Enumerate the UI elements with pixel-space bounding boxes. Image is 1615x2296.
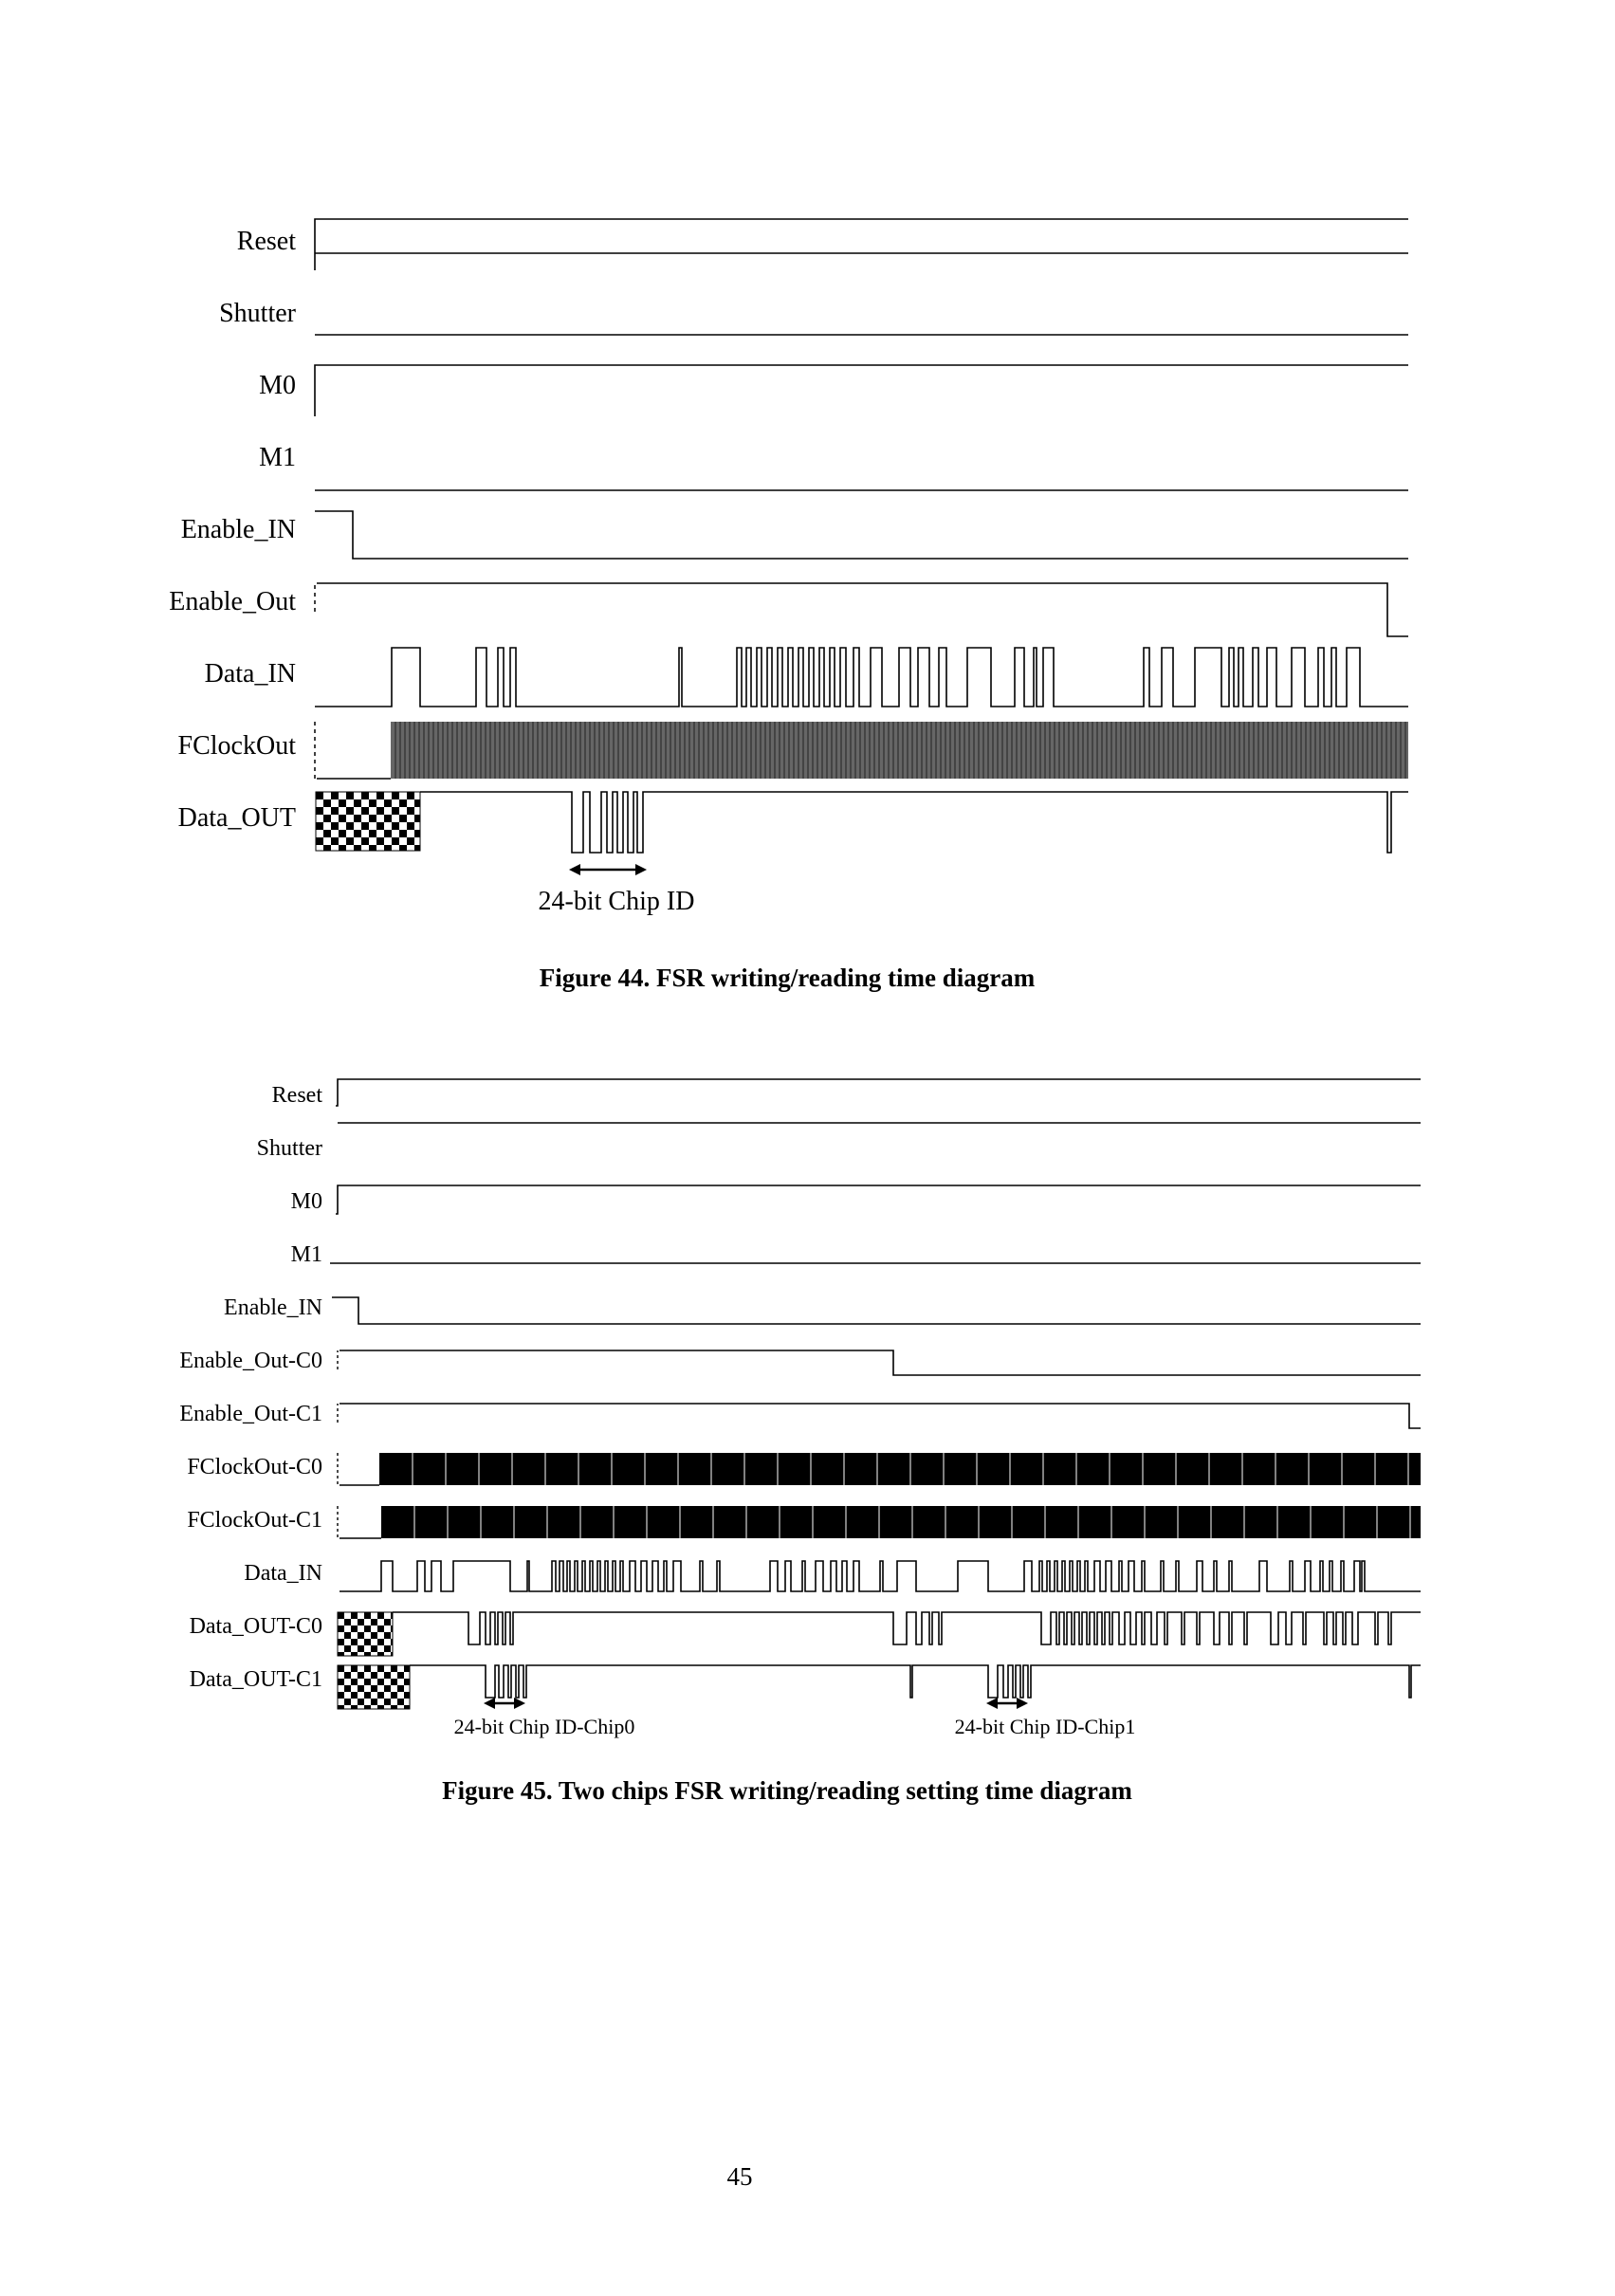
fig45-label-reset: Reset (271, 1083, 322, 1108)
fig44-label-reset: Reset (236, 227, 296, 256)
fig44-wave-data-out-undefined (316, 792, 420, 851)
fig45-wave-m0 (336, 1185, 1421, 1214)
fig44-label-fclockout: FClockOut (177, 731, 296, 761)
fig45-wave-data-out-c0 (393, 1612, 1421, 1644)
fig45-label-shutter: Shutter (256, 1136, 322, 1161)
figure-45-timing-diagram (0, 1034, 1615, 1773)
fig45-wave-data-in (340, 1561, 1421, 1591)
fig44-label-data_in: Data_IN (204, 659, 296, 689)
fig44-wave-fclockout (391, 722, 1408, 779)
fig45-label-data_in: Data_IN (244, 1561, 322, 1586)
fig44-chip-id-arrow-head-left (569, 864, 580, 875)
figure-44-caption: Figure 44. FSR writing/reading time diagram (539, 964, 1036, 992)
fig44-label-enable_in: Enable_IN (180, 515, 296, 544)
figure-45-caption: Figure 45. Two chips FSR writing/reading setting time diagram (442, 1776, 1132, 1805)
fig44-chip-id-annotation: 24-bit Chip ID (538, 887, 695, 916)
fig45-wave-data-out-c1 (410, 1665, 1421, 1698)
page-number: 45 (726, 2162, 753, 2191)
fig45-label-data_out-c0: Data_OUT-C0 (189, 1614, 322, 1639)
fig45-chip0-arrow-head-left (484, 1698, 495, 1709)
fig45-wave-data-out-c0-undefined (338, 1612, 393, 1656)
fig45-wave-enable-out-c1 (340, 1404, 1421, 1428)
fig45-label-data_out-c1: Data_OUT-C1 (189, 1667, 322, 1692)
fig44-chip-id-arrow-head-right (635, 864, 647, 875)
fig45-chip1-arrow-head-right (1017, 1698, 1028, 1709)
fig45-wave-fclockout-c0 (379, 1453, 1421, 1485)
fig45-label-m0: M0 (290, 1189, 322, 1214)
fig45-wave-data-out-c1-undefined (338, 1665, 410, 1709)
fig45-chip0-arrow-head-right (514, 1698, 525, 1709)
fig45-label-enable_out-c1: Enable_Out-C1 (179, 1402, 322, 1426)
fig45-chip0-annotation: 24-bit Chip ID-Chip0 (453, 1715, 635, 1738)
fig44-wave-reset (315, 219, 1408, 270)
figure-44-timing-diagram (0, 171, 1615, 929)
fig45-wave-enable-out-c0 (340, 1350, 1421, 1375)
fig45-label-fclockout-c1: FClockOut-C1 (187, 1508, 322, 1533)
fig44-wave-enable-in (315, 511, 1408, 559)
fig44-label-data_out: Data_OUT (177, 803, 296, 833)
fig45-wave-enable-in (332, 1297, 1421, 1324)
fig44-wave-enable-out (317, 583, 1408, 636)
fig44-wave-data-in (315, 648, 1408, 707)
fig45-wave-reset (336, 1079, 1421, 1106)
fig45-chip1-annotation: 24-bit Chip ID-Chip1 (954, 1715, 1136, 1738)
fig44-wave-data-out (420, 792, 1408, 853)
fig45-wave-fclockout-c1 (381, 1506, 1421, 1538)
fig45-label-enable_out-c0: Enable_Out-C0 (179, 1349, 322, 1373)
fig44-wave-m0 (315, 365, 1408, 416)
fig45-label-fclockout-c0: FClockOut-C0 (187, 1455, 322, 1479)
fig45-label-enable_in: Enable_IN (224, 1295, 322, 1320)
fig44-label-m1: M1 (259, 443, 296, 472)
fig45-label-m1: M1 (290, 1242, 322, 1267)
fig44-label-shutter: Shutter (219, 299, 296, 328)
fig44-label-m0: M0 (259, 371, 296, 400)
fig45-chip1-arrow-head-left (986, 1698, 998, 1709)
fig44-label-enable_out: Enable_Out (169, 587, 296, 616)
